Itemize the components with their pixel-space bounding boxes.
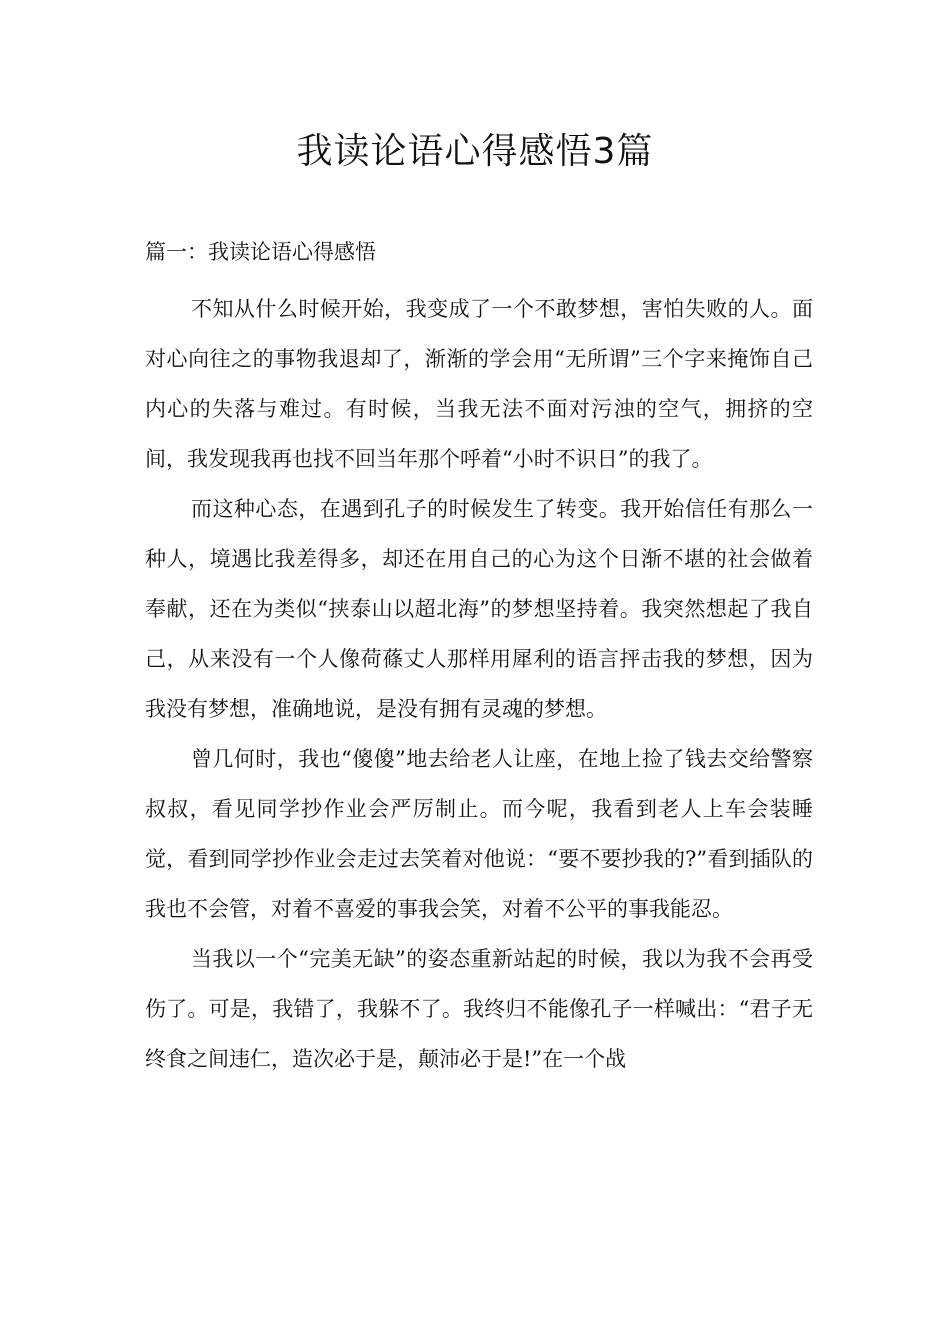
document-title: 我读论语心得感悟3篇 [296,131,654,172]
paragraph-4: 当我以一个“完美无缺”的姿态重新站起的时候，我以为我不会再受伤了。可是，我错了，我躲不了。我终归不能像孔子一样喊出：“君子无终食之间违仁，造次必于是，颠沛必于是!”在一个战 [145,947,813,1071]
section-heading: 篇一：我读论语心得感悟 [145,240,376,264]
document-body [145,284,813,1084]
paragraph-1: 不知从什么时候开始，我变成了一个不敢梦想，害怕失败的人。面对心向往之的事物我退却了，渐渐的学会用“无所谓”三个字来掩饰自己内心的失落与难过。有时候，当我无法不面对污浊的空气，拥挤的空间，我发现我再也找不回当年那个呼着“小时不识日”的我了。 [145,297,813,471]
paragraph-2: 而这种心态，在遇到孔子的时候发生了转变。我开始信任有那么一种人，境遇比我差得多，却还在用自己的心为这个日渐不堪的社会做着奉献，还在为类似“挟泰山以超北海”的梦想坚持着。我突然想起了我自己，从来没有一个人像荷蓧丈人那样用犀利的语言抨击我的梦想，因为我没有梦想，准确地说，是没有拥有灵魂的梦想。 [145,497,813,721]
paragraph-3: 曾几何时，我也“傻傻”地去给老人让座，在地上捡了钱去交给警察叔叔，看见同学抄作业会严厉制止。而今呢，我看到老人上车会装睡觉，看到同学抄作业会走过去笑着对他说：“要不要抄我的?”看到插队的我也不会管，对着不喜爱的事我会笑，对着不公平的事我能忍。 [145,747,813,921]
